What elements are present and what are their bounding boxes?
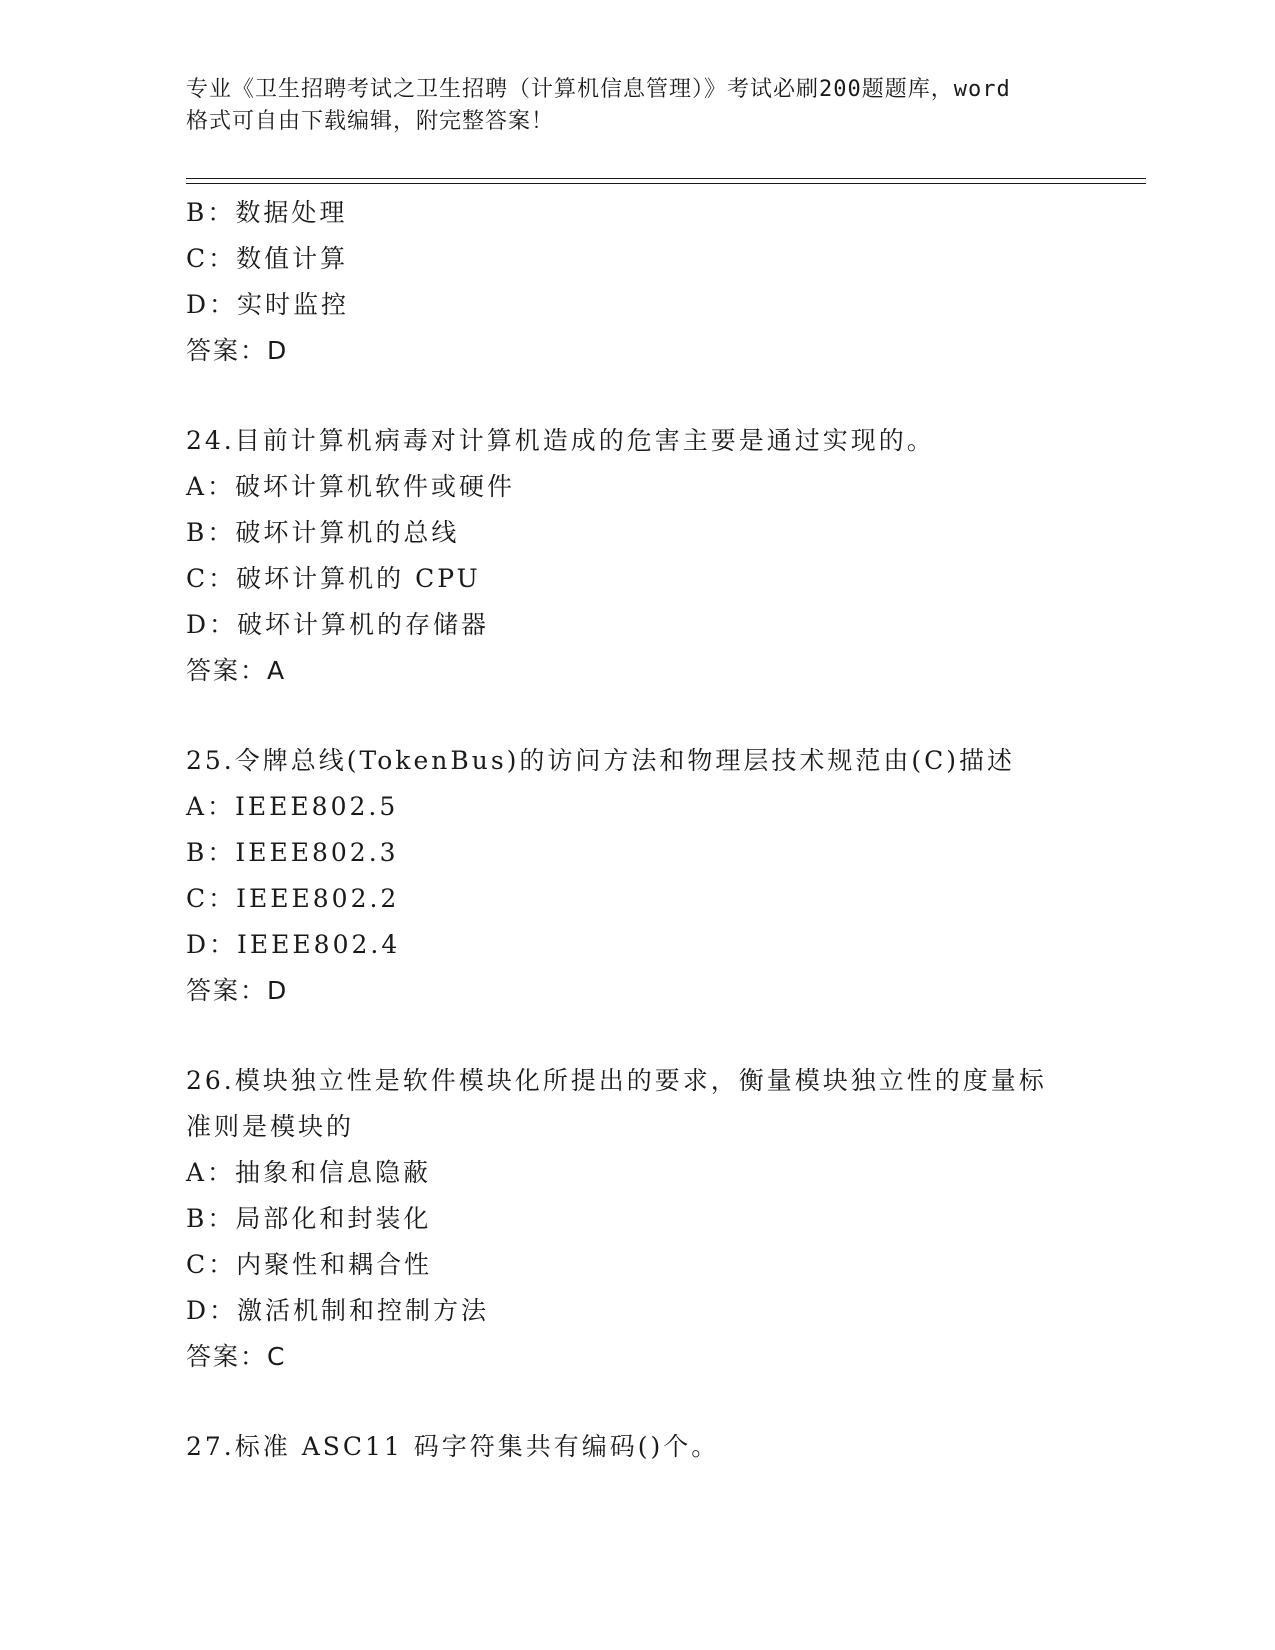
- question-27: [186, 1424, 1146, 1470]
- answer: 答案：A: [186, 656, 287, 685]
- option-d: D：IEEE802.4: [186, 930, 401, 959]
- question-26: [186, 1058, 1146, 1380]
- document-page: [186, 0, 1146, 1650]
- question-stem: 25.令牌总线(TokenBus)的访问方法和物理层技术规范由(C)描述: [186, 746, 1016, 775]
- question-25: [186, 738, 1146, 1014]
- option-c: C：内聚性和耦合性: [186, 1250, 433, 1279]
- question-24: [186, 418, 1146, 694]
- answer: 答案：D: [186, 976, 289, 1005]
- answer: 答案：C: [186, 1342, 287, 1371]
- option-b: B：IEEE802.3: [186, 838, 399, 867]
- header-line-2: 格式可自由下载编辑，附完整答案！: [186, 109, 555, 134]
- option-c: C：IEEE802.2: [186, 884, 400, 913]
- document-header: [186, 74, 1086, 138]
- option-b: B：破坏计算机的总线: [186, 518, 460, 547]
- question-23: [186, 190, 1146, 374]
- option-a: A：抽象和信息隐蔽: [186, 1158, 432, 1187]
- header-line-1: 专业《卫生招聘考试之卫生招聘（计算机信息管理）》考试必刷200题题库，word: [186, 77, 1011, 102]
- question-stem-line-2: 准则是模块的: [186, 1112, 355, 1141]
- option-a: A：破坏计算机软件或硬件: [186, 472, 516, 501]
- header-divider: [186, 178, 1146, 184]
- question-stem: 24.目前计算机病毒对计算机造成的危害主要是通过实现的。: [186, 426, 935, 455]
- answer: 答案：D: [186, 336, 289, 365]
- option-b: B：局部化和封装化: [186, 1204, 432, 1233]
- question-stem-line-1: 26.模块独立性是软件模块化所提出的要求，衡量模块独立性的度量标: [186, 1066, 1047, 1095]
- option-d: D：破坏计算机的存储器: [186, 610, 490, 639]
- option-c: C：破坏计算机的 CPU: [186, 564, 481, 593]
- option-a: A：IEEE802.5: [186, 792, 399, 821]
- option-c: C：数值计算: [186, 244, 349, 273]
- option-d: D：实时监控: [186, 290, 350, 319]
- question-stem: 27.标准 ASC11 码字符集共有编码()个。: [186, 1432, 720, 1461]
- option-d: D：激活机制和控制方法: [186, 1296, 490, 1325]
- option-b: B：数据处理: [186, 198, 348, 227]
- document-body: [186, 190, 1146, 1470]
